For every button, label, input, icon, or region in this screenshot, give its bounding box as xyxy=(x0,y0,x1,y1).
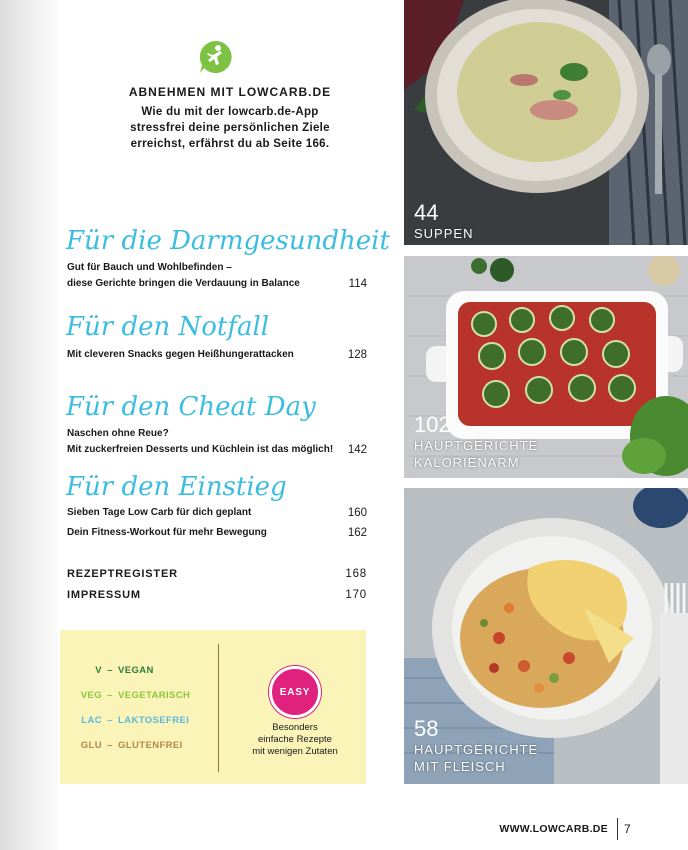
photo-suppen[interactable] xyxy=(404,0,688,245)
toc-page-number: 114 xyxy=(348,278,367,290)
photo-label: SUPPEN xyxy=(414,226,474,241)
photo-hauptgerichte-kalorienarm[interactable] xyxy=(404,256,688,478)
legend-dash: – xyxy=(107,665,113,676)
photo-number: 102 xyxy=(414,412,451,437)
toc-page-number: 168 xyxy=(345,568,367,580)
legend-dash: – xyxy=(107,690,113,701)
toc-entry[interactable] xyxy=(67,426,367,442)
toc-entry[interactable] xyxy=(67,260,367,276)
legend-vegan xyxy=(78,665,154,676)
toc-entry-impressum[interactable] xyxy=(67,587,367,603)
toc-entry-text: Gut für Bauch und Wohlbefinden – xyxy=(67,262,232,273)
photo-label: KALORIENARM xyxy=(414,455,520,470)
footer-page-number: 7 xyxy=(624,822,631,836)
toc-entry-text: diese Gerichte bringen die Verdauung in Balance xyxy=(67,278,300,289)
photo-label: MIT FLEISCH xyxy=(414,759,506,774)
legend-code: VEG xyxy=(80,690,102,701)
toc-entry-text: IMPRESSUM xyxy=(67,589,141,601)
toc-entry[interactable] xyxy=(67,505,367,521)
toc-entry-text: Mit zuckerfreien Desserts und Küchlein ist das möglich! xyxy=(67,444,334,455)
legend-box xyxy=(60,630,366,784)
legend-vegetarisch xyxy=(78,690,190,701)
toc-entry-text: Naschen ohne Reue? xyxy=(67,428,169,439)
legend-code: GLU xyxy=(80,740,102,751)
toc-entry-text: Dein Fitness-Workout für mehr Bewegung xyxy=(67,527,267,538)
easy-description xyxy=(230,722,360,758)
photo-number: 58 xyxy=(414,716,439,741)
intro-text-line: erreichst, erfährst du ab Seite 166. xyxy=(130,138,330,150)
legend-laktosefrei xyxy=(78,715,189,726)
footer-url[interactable]: WWW.LOWCARB.DE xyxy=(499,823,608,835)
intro-text-line: stressfrei deine persönlichen Ziele xyxy=(130,122,330,134)
intro-text-line: Wie du mit der lowcarb.de-App xyxy=(141,106,319,118)
legend-label: VEGETARISCH xyxy=(118,690,191,701)
intro-title: ABNEHMEN MIT LOWCARB.DE xyxy=(128,85,332,99)
toc-entry[interactable] xyxy=(67,525,367,541)
toc-entry-text: REZEPTREGISTER xyxy=(67,568,178,580)
easy-description-line: mit wenigen Zutaten xyxy=(252,746,338,757)
legend-code: LAC xyxy=(81,715,102,726)
section-title-notfall: Für den Notfall xyxy=(66,312,270,342)
legend-glutenfrei xyxy=(78,740,183,751)
toc-page-number: 160 xyxy=(347,507,367,519)
easy-description-line: Besonders xyxy=(272,722,318,733)
photo-label: HAUPTGERICHTE xyxy=(414,742,539,757)
toc-page-number: 162 xyxy=(347,527,367,539)
toc-page-number: 170 xyxy=(345,589,367,601)
toc-entry-text: Mit cleveren Snacks gegen Heißhungerattacken xyxy=(67,349,294,360)
legend-label: VEGAN xyxy=(118,665,154,676)
lowcarb-logo-icon xyxy=(198,40,232,74)
photo-label: HAUPTGERICHTE xyxy=(414,438,539,453)
easy-description-line: einfache Rezepte xyxy=(258,734,332,745)
toc-page-number: 128 xyxy=(347,349,367,361)
legend-label: GLUTENFREI xyxy=(118,740,183,751)
section-title-einstieg: Für den Einstieg xyxy=(66,472,287,502)
toc-entry[interactable] xyxy=(67,276,367,292)
legend-code: V xyxy=(95,665,102,676)
section-title-darmgesundheit: Für die Darmgesundheit xyxy=(66,226,390,256)
legend-divider xyxy=(218,644,219,772)
photo-hauptgerichte-mit-fleisch[interactable] xyxy=(404,488,688,784)
toc-entry[interactable] xyxy=(67,347,367,363)
photo-number: 44 xyxy=(414,200,439,225)
legend-dash: – xyxy=(107,740,113,751)
toc-entry[interactable] xyxy=(67,442,367,458)
footer-divider xyxy=(617,818,618,840)
page-spine-shadow xyxy=(0,0,58,850)
toc-page-number: 142 xyxy=(347,444,367,456)
toc-entry-rezeptregister[interactable] xyxy=(67,566,367,582)
intro-text xyxy=(60,104,400,152)
schnitzel-image xyxy=(404,488,688,784)
section-title-cheat-day: Für den Cheat Day xyxy=(66,392,316,422)
soup-image xyxy=(404,0,688,245)
legend-dash: – xyxy=(107,715,113,726)
legend-label: LAKTOSEFREI xyxy=(118,715,190,726)
easy-badge: EASY xyxy=(269,666,321,718)
toc-entry-text: Sieben Tage Low Carb für dich geplant xyxy=(67,507,252,518)
